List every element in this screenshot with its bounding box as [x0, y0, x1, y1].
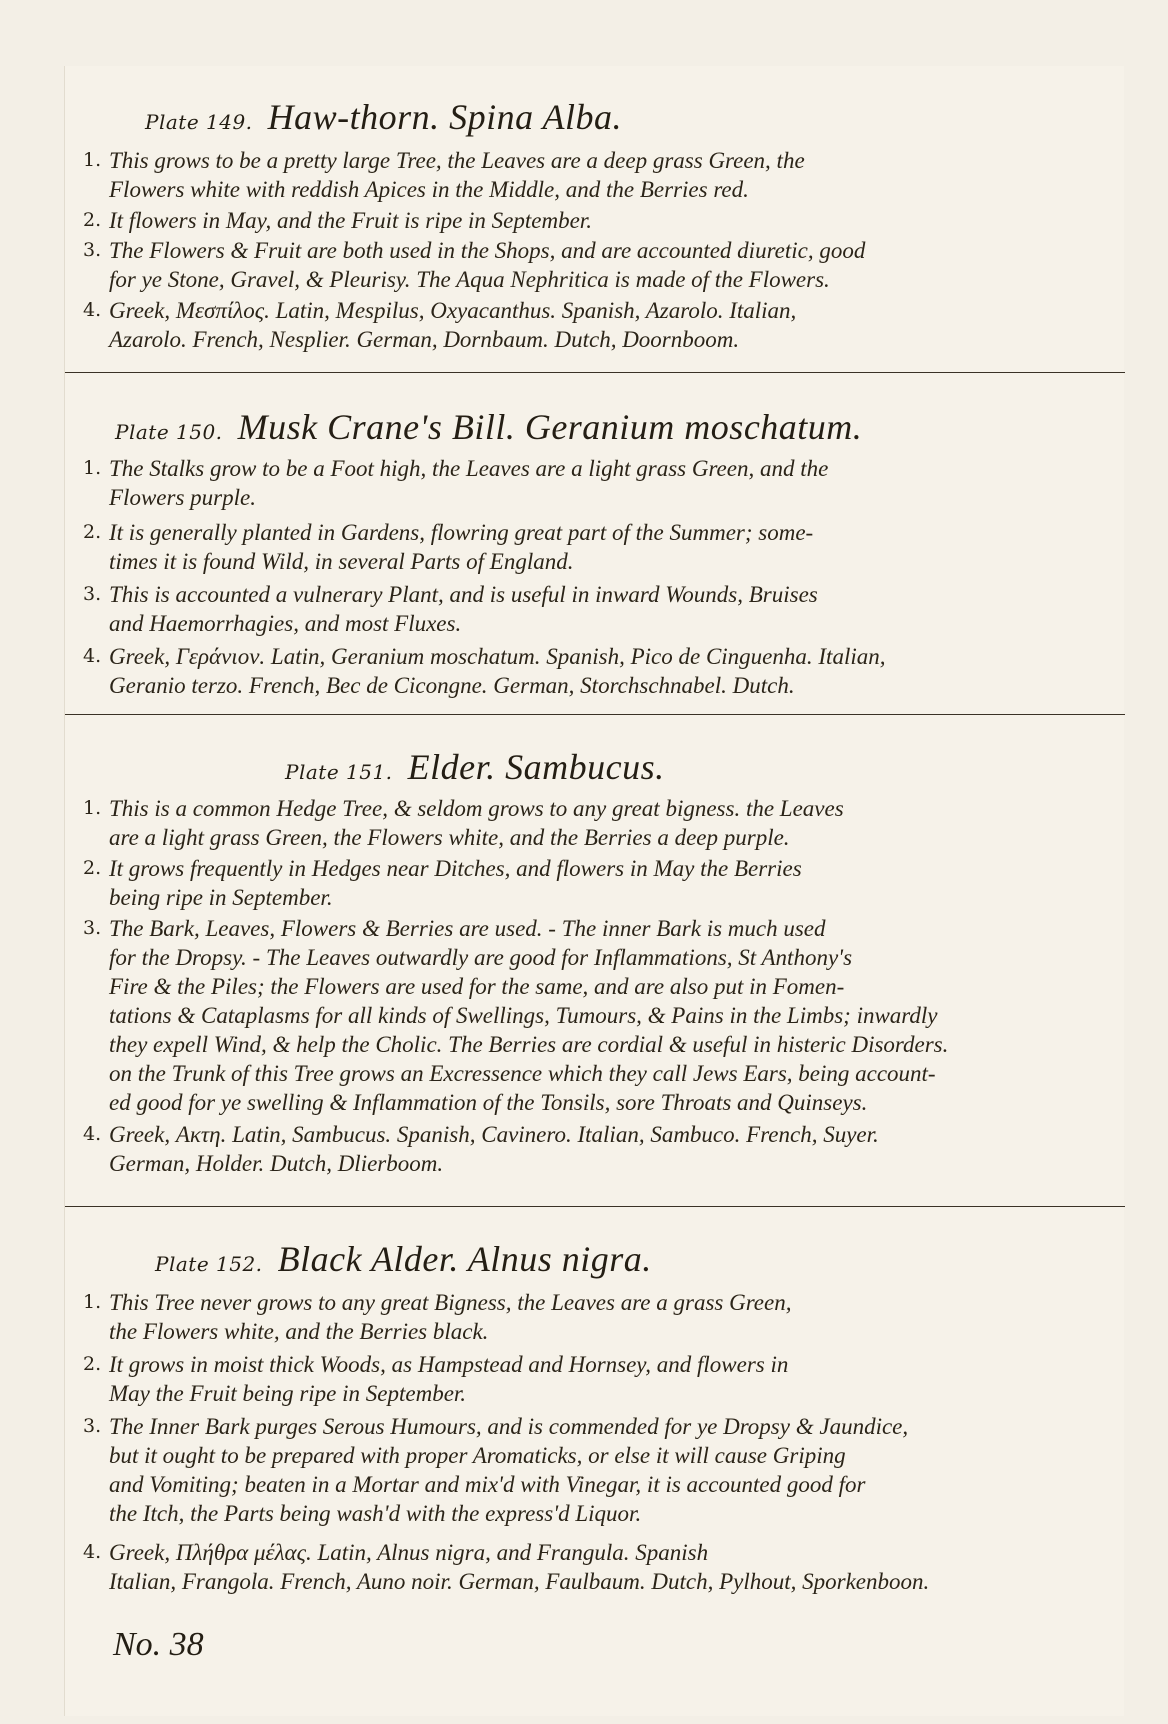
- entry-1: [83, 794, 1113, 852]
- entry-1: [83, 454, 1113, 512]
- section-divider: [65, 372, 1125, 373]
- entry-2: [83, 518, 1113, 576]
- entry-line: Azarolo. French, Nesplier. German, Dornbaum. Dutch, Doornboom.: [109, 327, 740, 352]
- entry-line: Flowers white with reddish Apices in the Middle, and the Berries red.: [109, 177, 749, 202]
- entry-2: [83, 206, 1113, 235]
- entry-line: Greek, Ακτη. Latin, Sambucus. Spanish, Cavinero. Italian, Sambuco. French, Suyer.: [109, 1122, 879, 1147]
- entry-line: Greek, Πλήθρα μέλας. Latin, Alnus nigra, and Frangula. Spanish: [109, 1540, 709, 1565]
- entry-line: being ripe in September.: [109, 885, 333, 910]
- entry-line: but it ought to be prepared with proper Aromaticks, or else it will cause Griping: [109, 1443, 846, 1468]
- entry-number: 2.: [83, 857, 102, 879]
- engraved-page: [64, 66, 1124, 1716]
- plate-number: Plate 151.: [285, 760, 393, 784]
- entry-line: It flowers in May, and the Fruit is ripe in September.: [109, 208, 592, 233]
- entry-line: the Flowers white, and the Berries black.: [109, 1319, 489, 1344]
- entry-number: 1.: [83, 1291, 102, 1313]
- entry-line: It is generally planted in Gardens, flowring great part of the Summer; some-: [109, 520, 814, 545]
- entry-1: [83, 146, 1113, 204]
- entry-line: the Itch, the Parts being wash'd with the express'd Liquor.: [109, 1501, 642, 1526]
- entry-number: 4.: [83, 1541, 102, 1563]
- entry-3: [83, 1412, 1113, 1528]
- entry-line: It grows frequently in Hedges near Ditches, and flowers in May the Berries: [109, 856, 802, 881]
- entry-4: [83, 1538, 1113, 1596]
- entry-line: and Vomiting; beaten in a Mortar and mix'd with Vinegar, it is accounted good for: [109, 1472, 866, 1497]
- entry-line: for ye Stone, Gravel, & Pleurisy. The Aqua Nephritica is made of the Flowers.: [109, 267, 830, 292]
- plate-number: Plate 149.: [145, 110, 253, 134]
- entry-line: on the Trunk of this Tree grows an Excressence which they call Jews Ears, being account-: [109, 1061, 936, 1086]
- entry-line: Greek, Μεσπίλος. Latin, Mespilus, Oxyacanthus. Spanish, Azarolo. Italian,: [109, 298, 797, 323]
- entry-line: This is a common Hedge Tree, & seldom grows to any great bigness. the Leaves: [109, 796, 844, 821]
- entry-number: 2.: [83, 521, 102, 543]
- entry-3: [83, 914, 1113, 1117]
- entry-number: 4.: [83, 1123, 102, 1145]
- entry-2: [83, 854, 1113, 912]
- entry-line: Greek, Γεράνιον. Latin, Geranium moschatum. Spanish, Pico de Cinguenha. Italian,: [109, 644, 886, 669]
- entry-number: 4.: [83, 645, 102, 667]
- entry-line: are a light grass Green, the Flowers white, and the Berries a deep purple.: [109, 825, 790, 850]
- entry-number: 2.: [83, 1353, 102, 1375]
- plate-title: Black Alder. Alnus nigra.: [277, 1239, 652, 1279]
- plate-heading: [285, 746, 665, 788]
- section-divider: [65, 1206, 1125, 1207]
- entry-line: This grows to be a pretty large Tree, the Leaves are a deep grass Green, the: [109, 148, 805, 173]
- entry-line: This is accounted a vulnerary Plant, and is useful in inward Wounds, Bruises: [109, 582, 818, 607]
- entry-line: Flowers purple.: [109, 485, 256, 510]
- entry-number: 3.: [83, 1415, 102, 1437]
- entry-line: It grows in moist thick Woods, as Hampstead and Hornsey, and flowers in: [109, 1352, 789, 1377]
- entry-line: The Bark, Leaves, Flowers & Berries are used. - The inner Bark is much used: [109, 916, 826, 941]
- entry-line: Geranio terzo. French, Bec de Cicongne. German, Storchschnabel. Dutch.: [109, 673, 795, 698]
- entry-number: 2.: [83, 209, 102, 231]
- entry-line: they expell Wind, & help the Cholic. The Berries are cordial & useful in histeric Disorders.: [109, 1032, 949, 1057]
- entry-number: 4.: [83, 299, 102, 321]
- entry-line: Italian, Frangola. French, Auno noir. German, Faulbaum. Dutch, Pylhout, Sporkenboon.: [109, 1569, 930, 1594]
- entry-line: for the Dropsy. - The Leaves outwardly are good for Inflammations, St Anthony's: [109, 945, 853, 970]
- plate-title: Elder. Sambucus.: [407, 747, 665, 787]
- entry-number: 3.: [83, 239, 102, 261]
- plate-heading: [115, 406, 862, 448]
- plate-heading: [155, 1238, 652, 1280]
- plate-number: Plate 152.: [155, 1252, 263, 1276]
- plate-heading: [145, 96, 622, 138]
- entry-line: German, Holder. Dutch, Dlierboom.: [109, 1151, 444, 1176]
- plate-title: Musk Crane's Bill. Geranium moschatum.: [237, 407, 863, 447]
- entry-number: 1.: [83, 797, 102, 819]
- entry-4: [83, 1120, 1113, 1178]
- entry-line: tations & Cataplasms for all kinds of Swellings, Tumours, & Pains in the Limbs; inwardly: [109, 1003, 938, 1028]
- entry-4: [83, 296, 1113, 354]
- entry-line: and Haemorrhagies, and most Fluxes.: [109, 611, 462, 636]
- plate-title: Haw-thorn. Spina Alba.: [267, 97, 622, 137]
- entry-line: This Tree never grows to any great Bigness, the Leaves are a grass Green,: [109, 1290, 792, 1315]
- entry-3: [83, 580, 1113, 638]
- entry-1: [83, 1288, 1113, 1346]
- entry-2: [83, 1350, 1113, 1408]
- entry-number: 1.: [83, 149, 102, 171]
- section-divider: [65, 714, 1125, 715]
- entry-line: The Flowers & Fruit are both used in the Shops, and are accounted diuretic, good: [109, 238, 866, 263]
- plate-number: Plate 150.: [115, 420, 223, 444]
- page-number: No. 38: [113, 1626, 204, 1663]
- entry-line: Fire & the Piles; the Flowers are used for the same, and are also put in Fomen-: [109, 974, 845, 999]
- entry-line: times it is found Wild, in several Parts of England.: [109, 549, 574, 574]
- entry-4: [83, 642, 1113, 700]
- entry-line: The Inner Bark purges Serous Humours, and is commended for ye Dropsy & Jaundice,: [109, 1414, 909, 1439]
- entry-number: 3.: [83, 583, 102, 605]
- entry-3: [83, 236, 1113, 294]
- entry-line: The Stalks grow to be a Foot high, the Leaves are a light grass Green, and the: [109, 456, 829, 481]
- entry-line: May the Fruit being ripe in September.: [109, 1381, 467, 1406]
- entry-line: ed good for ye swelling & Inflammation of the Tonsils, sore Throats and Quinseys.: [109, 1090, 868, 1115]
- entry-number: 3.: [83, 917, 102, 939]
- entry-number: 1.: [83, 457, 102, 479]
